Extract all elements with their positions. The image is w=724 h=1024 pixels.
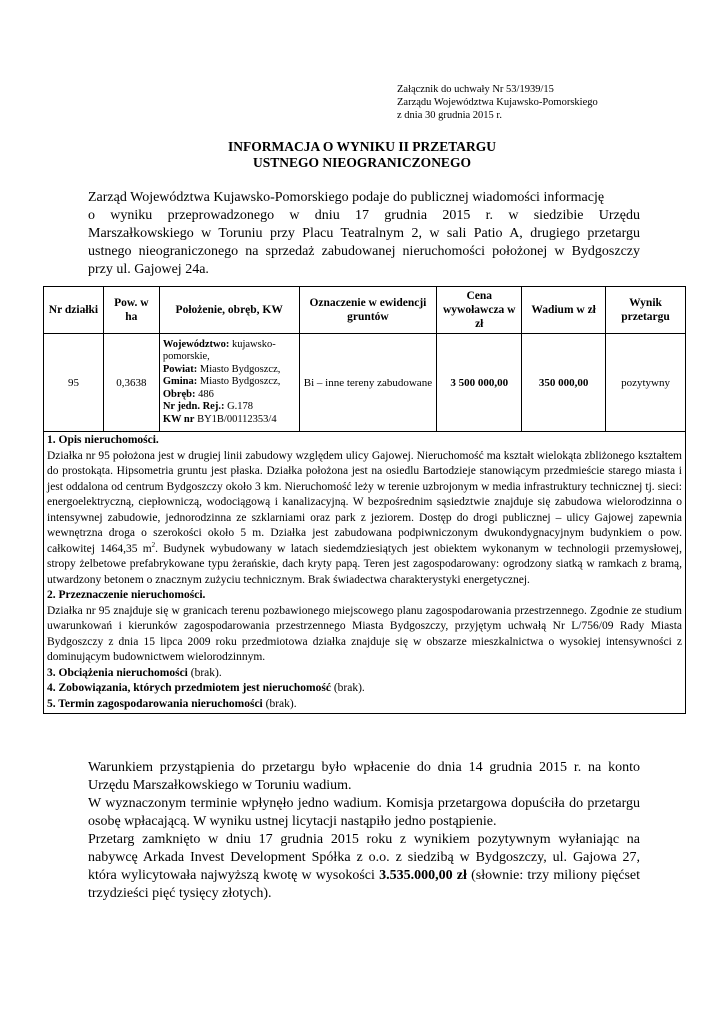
cell-result: pozytywny <box>606 334 686 432</box>
section-1-heading: 1. Opis nieruchomości. <box>47 434 159 446</box>
header-location: Położenie, obręb, KW <box>159 287 299 334</box>
loc-municipality-value: Miasto Bydgoszcz, <box>197 376 281 388</box>
annex-line-1: Załącznik do uchwały Nr 53/1939/15 <box>397 84 554 95</box>
annex-line-2: Zarządu Województwa Kujawsko-Pomorskiego <box>397 97 598 108</box>
header-designation: Oznaczenie w ewidencji gruntów <box>299 287 437 334</box>
loc-county <box>163 364 296 377</box>
header-result: Wynik przetargu <box>606 287 686 334</box>
loc-register-unit-value: G.178 <box>224 401 254 413</box>
section-1-text-a: Działka nr 95 położona jest w drugiej linii zabudowy względem ulicy Gajowej. Nieruchomość ma kształt wielokąta zbliżonego kształtem do prostokąta. Hipsometria gruntu jest płaska. Działka położona jest na osiedlu Bartodzieje stanowiącym przedmieście starego miasta i jest oddalona od centrum Bydgoszczy około 3 km. Nieruchomość leży w terenie uzbrojonym w media infrastruktury technicznej tj. sieci: energoelektryczną, ciepłowniczą, wodociągową i kanalizacyjną. W bezpośrednim sąsiedztwie znajduje się zabudowa wielorodzinna o intensywnej zabudowie, jednorodzinna ze szklarniami oraz park z jeziorem. Dostęp do drogi publicznej – ulicy Gajowej zapewnia wewnętrzna droga o szerokości około 5 m. Działka jest zabudowana podpiwniczonym dwukondygnacyjnym budynkiem o pow. całkowitej 1464,35 m <box>47 449 682 555</box>
header-nr: Nr działki <box>44 287 104 334</box>
section-3-heading: 3. Obciążenia nieruchomości <box>47 666 188 679</box>
loc-land-register <box>163 414 296 427</box>
intro-line-1: Zarząd Województwa Kujawsko-Pomorskiego podaje do publicznej wiadomości informację <box>88 190 605 205</box>
intro-line-4: ustnego nieograniczonego na sprzedaż zabudowanej nieruchomości położonej w Bydgoszczy <box>88 244 640 259</box>
section-3-text: (brak). <box>187 666 222 679</box>
winning-amount: 3.535.000,00 zł <box>379 868 467 883</box>
cell-nr: 95 <box>44 334 104 432</box>
outro-section <box>88 759 640 903</box>
document-title <box>0 139 724 171</box>
header-price: Cena wywoławcza w zł <box>437 287 522 334</box>
section-5-text: (brak). <box>262 697 297 710</box>
loc-county-label: Powiat: <box>162 363 198 375</box>
loc-voivodeship-value: kujawsko-pomorskie, <box>162 338 276 363</box>
loc-register-unit <box>163 401 296 414</box>
section-4-heading: 4. Zobowiązania, których przedmiotem jest nieruchomość <box>47 682 331 694</box>
cell-deposit: 350 000,00 <box>522 334 606 432</box>
loc-county-value: Miasto Bydgoszcz, <box>197 363 281 375</box>
table-row <box>44 334 686 432</box>
outro-paragraph-3-a: Przetarg zamknięto w dniu 17 grudnia 2015 roku z wynikiem pozytywnym wyłaniając na nabywcę Arkada Invest Development Spółka z o.o. z siedzibą w Bydgoszczy, ul. Gajowa 27, która wylicytowała najwyższą kwotę w wysokości <box>88 832 640 883</box>
loc-land-register-label: KW nr <box>162 413 195 425</box>
loc-municipality <box>163 376 296 389</box>
section-5 <box>47 697 682 713</box>
loc-precinct <box>163 389 296 402</box>
header-pow: Pow. w ha <box>103 287 159 334</box>
loc-voivodeship <box>163 339 296 364</box>
loc-precinct-label: Obręb: <box>162 388 196 400</box>
loc-register-unit-label: Nr jedn. Rej.: <box>162 401 225 413</box>
description-cell <box>44 432 686 714</box>
property-table <box>43 286 686 714</box>
section-1-text <box>47 449 682 589</box>
section-1-superscript: 2 <box>151 540 156 549</box>
cell-location <box>159 334 299 432</box>
outro-paragraph-3-b: (słownie: trzy miliony pięćset trzydzieści pięć tysięcy złotych). <box>88 868 641 901</box>
description-row <box>44 432 686 714</box>
intro-line-5: przy ul. Gajowej 24a. <box>88 262 209 277</box>
cell-price: 3 500 000,00 <box>437 334 522 432</box>
outro-paragraph-3 <box>88 831 640 903</box>
cell-designation: Bi – inne tereny zabudowane <box>299 334 437 432</box>
annex-header <box>397 83 598 122</box>
section-4 <box>47 681 682 697</box>
intro-paragraph <box>88 189 640 279</box>
section-4-text: (brak). <box>330 682 365 694</box>
section-3 <box>47 666 682 682</box>
table-header-row <box>44 287 686 334</box>
outro-paragraph-1: Warunkiem przystąpienia do przetargu było wpłacenie do dnia 14 grudnia 2015 r. na konto Urzędu Marszałkowskiego w Toruniu wadium. <box>88 760 640 793</box>
intro-line-2: o wyniku przeprowadzonego w dniu 17 grudnia 2015 r. w siedzibie Urzędu <box>88 208 640 223</box>
section-2-heading: 2. Przeznaczenie nieruchomości. <box>47 589 206 601</box>
section-2-text: Działka nr 95 znajduje się w granicach terenu pozbawionego miejscowego planu zagospodarowania przestrzennego. Zgodnie ze studium uwarunkowań i kierunków zagospodarowania przestrzennego Miasta Bydgoszczy, przyjętym uchwałą Nr L/756/09 Rady Miasta Bydgoszczy z dnia 15 lipca 2009 roku przedmiotowa działka znajduje się w obszarze mieszkalnictwa o wysokiej intensywności z dominującym budownictwem wielorodzinnym. <box>47 604 682 663</box>
intro-line-3: Marszałkowskiego w Toruniu przy Placu Teatralnym 2, w sali Patio A, drugiego przetargu <box>88 226 640 241</box>
loc-precinct-value: 486 <box>195 388 214 400</box>
header-deposit: Wadium w zł <box>522 287 606 334</box>
section-5-heading: 5. Termin zagospodarowania nieruchomości <box>47 697 263 710</box>
annex-line-3: z dnia 30 grudnia 2015 r. <box>397 110 502 121</box>
loc-voivodeship-label: Województwo: <box>162 338 230 350</box>
title-line-1: INFORMACJA O WYNIKU II PRZETARGU <box>227 139 497 154</box>
section-1-text-b: . Budynek wybudowany w latach siedemdziesiątych jest obiektem wykonanym w technologii przemysłowej, stropy żelbetowe prefabrykowane typu żerańskie, dach kryty papą. Teren jest zagospodarowany: ogrodzony siatką w ramkach z bramą, utwardzony betonem o znacznym zużyciu technicznym. Brak świadectwa charakterystyki energetycznej. <box>47 542 683 586</box>
loc-municipality-label: Gmina: <box>162 376 198 388</box>
title-line-2: USTNEGO NIEOGRANICZONEGO <box>253 155 471 170</box>
cell-pow: 0,3638 <box>103 334 159 432</box>
outro-paragraph-2: W wyznaczonym terminie wpłynęło jedno wadium. Komisja przetargowa dopuściła do przetargu osobę wpłacającą. W wyniku ustnej licytacji nastąpiło jedno postąpienie. <box>88 796 640 829</box>
loc-land-register-value: BY1B/00112353/4 <box>194 413 277 425</box>
